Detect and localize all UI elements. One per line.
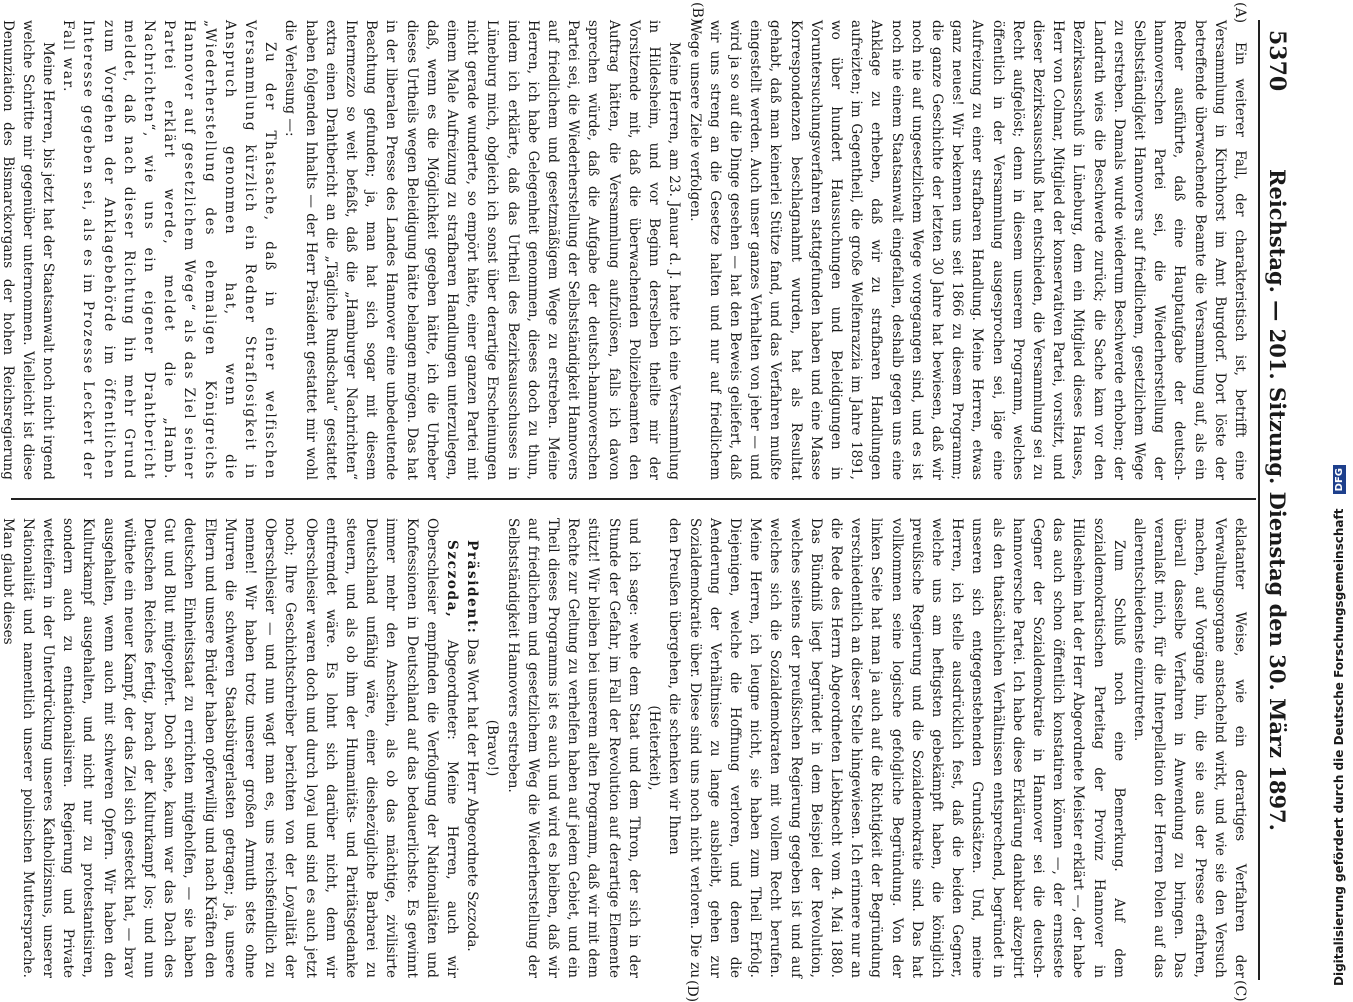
paragraph: Ein weiterer Fall, der charakteristisch ist, betrifft eine Versammlung in Kirchhorst im Amt Burgdorf. Dort löste der betreffende überwachende Beamte die Versammlung auf, als ein Redner ausführte, daß eine Hauptaufgabe der deutsch-hannoverschen Partei sei, die Wiederherstellung der Selbstständigkeit Hannovers auf friedlichem, gesetzlichem Wege zu erstreben. Damals wurde wiederum Beschwerde erhoben; der Landrath wies die Beschwerde zurück; die Sache kam vor den Bezirksausschuß in Lüneburg, dem ein Mitglied dieses Hauses, Herr von Colmar, Mitglied der konservativen Partei, vorsitzt, und dieser Bezirksausschuß hat entschieden, die Versammlung sei zu Recht aufgelöst; denn in diesem unserem Programm, welches öffentlich in der Versammlung ausgesprochen sei, läge eine Aufreizung zu einer strafbaren Handlung. Meine Herren, etwas ganz neues! Wir bekennen uns seit 1866 zu diesem Programm; die ganze Geschichte der letzten 30 Jahre hat bewiesen, daß wir noch nie auf ungesetzlichem Wege vorgegangen sind, und es ist noch nie einem Staatsanwalt eingefallen, deshalb gegen uns eine Anklage zu erheben, daß wir zu strafbaren Handlungen aufreizten; im Gegentheil, die große Welfenrazzia im Jahre 1891, wo über hundert Haussuchungen und Beleidigungen in Voruntersuchungsverfahren stattgefunden haben und eine Masse Korrespondenzen beschlagnahmt wurden, hat als Resultat gehabt, daß man keinerlei Stütze fand, und das Verfahren mußte eingestellt werden. Auch unser ganzes Verhalten von jeher — und wird ja so auf die Dinge gesehen — hat den Beweis geliefert, daß wir uns streng an die Gesetze halten und nur auf friedlichem Wege unsere Ziele verfolgen.: [686, 20, 1248, 480]
left-column: [0, 20, 1250, 480]
speaker-text: Abgeordneter: Meine Herren, auch wir Oberschlesier empfinden die Verfolgung der Nationalitäten und Konfessionen in Deutschland auf das bedauerlichste. Es gewinnt immer mehr den Anschein, als ob das mächtige, zivilisirte Deutschland unfähig wäre, einer dieshezügliche Barbarei zu steuern, und als ob ihm der Humanitäts- und Paritätsgedanke entfremdet wäre. Es lohnt sich darüber nicht, denn wir Oberschlesier waren doch und durch loyal und sind es auch jetzt noch; Ihre Geschichtschreiber berichten von der Loyalität der Oberschlesier — und nun wagt man es, uns reichsfeindlich zu nennen! Wir haben trotz unserer großen Armuth stets ohne Murren die schweren Staatsbürgerlasten getragen; ja, unsere Eltern und unsere Brüder haben opferwillig und nach Kräften den deutschen Einheitsstaat zu errichten mitgeholfen, — sie haben Gut und Blut mitgeopfert. Doch sehe, kaum war das Dach des Deutschen Reiches fertig, brach der Kulturkampf los; und nun wüthete ein neuer Kampf, der das Ziel sich gesteckt hat, — brav ausgehalten, wenn auch mit schweren Opfern. Wir haben den Kulturkampf ausgehalten, und nicht nur zu protestantisiren, sondern auch zu entnationalisiren. Regierung und Private wetteifern in der Unterdrückung unseres Katholizismus, unserer Nationalität und namentlich unserer polnischen Muttersprache. Man glaubt dieses: [0, 518, 461, 979]
paragraph: eklatanter Weise, wie ein derartiges Verfahren der Verwaltungsorgane anstachelnd wirkt, und wie sie den Versuch machen, auf Vorgänge hin, die sie aus der Presse erfahren, überall dasselbe Verfahren in Anwendung zu bringen. Das veranlaßt mich, für die Interpellation der Herren Polen auf das allerentschiedenste einzutreten.: [1130, 518, 1248, 978]
column-divider: [11, 498, 1256, 500]
paragraph: Zum Schluß noch eine Bemerkung. Auf dem sozialdemokratischen Parteitag der Provinz Hannover in Hildesheim hat der Herr Abgeordnete Meister erklärt —, der habe das auch schon öffentlich konstatiren können —, der ernsteste Gegner der Sozialdemokratie in Hannover sei die deutsch-hannoversche Partei. Ich habe diese Erklärung dankbar akzeptirt als den thatsächlichen Verhältnissen entsprechend, begründet in unseren sich entgegenstehenden Grundsätzen. Und, meine Herren, ich stelle ausdrücklich fest, daß die beiden Gegner, welche uns am heftigsten gebekämpft haben, die königlich preußische Regierung und die Sozialdemokratie sind. Das hat vollkommen seine logische gefolgliche Begründung. Von der linken Seite hat man ja auch auf die Richtigkeit der Begründung verschiedentlich an dieser Stelle hingewiesen. Ich erinnere nur an die Rede des Herrn Abgeordneten Liebknecht vom 4. Mai 1880. Das Bündniß liegt begründet in dem Beispiel der Revolution, welches seitens der preußischen Regierung gegeben ist und auf welches sich die Sozialdemokraten mit vollem Recht berufen. Meine Herren, ich leugne nicht, sie haben zum Theil Erfolg. Diejenigen, welche die Hoffnung verloren, und denen die Aenderung der Verhältnisse zu lange ausbleibt, gehen zur Sozialdemokratie über. Diese sind uns noch nicht verloren. Die zu den Preußen übergehen, die schenken wir Ihnen: [666, 518, 1127, 978]
page-title: Reichstag. — 201. Sitzung. Dienstag den 30. März 1897.: [1265, 169, 1290, 831]
margin-marker-b: (B): [689, 2, 705, 24]
running-header: [1262, 0, 1290, 1000]
interjection: (Heiterkeit),: [646, 705, 663, 791]
speaker-paragraph: [0, 518, 462, 978]
paragraph: Meine Herren, am 23. Januar d. J. hatte ich eine Versammlung in Hildesheim, und vor Beginn derselben theilte mir der Vorsitzende mit, daß die überwachenden Polizeibeamten den Auftrag hätten, die Versammlung aufzulösen, falls ich davon sprechen würde, daß die Aufgabe der deutsch-hannoverschen Partei sei, die Wiederherstellung der Selbstständigkeit Hannovers auf friedlichem und gesetzmäßigem Wege zu erstreben. Meine Herren, ich habe Gelegenheit genommen, dieses doch zu thun, indem ich erklärte, daß das Urtheil des Bezirksausschusses in Lüneburg mich, obgleich ich sonst über derartige Erscheinungen nicht gerade wunderte, so empört hätte, einer ganzen Partei mit einem Male Aufreizung zu strafbaren Handlungen unterzulegen, daß, wenn es die Möglichkeit gegeben hätte, ich die Urheber dieses Urtheils wegen Beleidigung hätte belangen mögen. Das hat in der liberalen Presse des Landes Hannover eine unbedeutende Beachtung gefunden; ja, man hat sich sogar mit diesem Intermezzo so weit befaßt, daß die „Hamburger Nachrichten“ extra einen Drahtbericht an die „Tägliche Rundschau“ gestattet haben folgenden Inhalts — der Herr Präsident gestattet mir wohl die Verlesung —:: [282, 20, 683, 480]
speaker-label: Präsident:: [464, 540, 481, 635]
header-rule: [1258, 20, 1260, 980]
paragraph: Meine Herren, bis jetzt hat der Staatsanwalt noch nicht irgend welche Schritte mir gegenüber unternommen. Vielleicht ist diese Denunziation des Bismarckorgans der hohen Reichsregierung: [0, 20, 57, 480]
margin-marker-c: (C): [1232, 980, 1248, 1002]
speaker-label: Szczoda,: [444, 540, 461, 619]
interjection: (Bravo!): [484, 719, 501, 777]
page-number: 5370: [1264, 30, 1290, 92]
speaker-paragraph: [462, 518, 482, 978]
sidebar-credit: Digitalisierung gefördert durch die Deutsche Forschungsgemeinschaft: [1332, 508, 1346, 986]
speaker-text: Das Wort hat der Herr Abgeordnete Szczoda.: [464, 638, 481, 952]
quotation: Zu der Thatsache, daß in einer welfischen Versammlung kürzlich ein Redner Straflosigkeit in Anspruch genommen hat, wenn die „Wiederherstellung des ehemaligen Königreichs Hannover auf gesetzlichem Wege“ als das Ziel seiner Partei erklärt werde, meldet die „Hamb. Nachrichten“, wie uns ein eigener Drahtbericht meldet, daß nach dieser Richtung hin mehr Grund zum Vorgehen der Anklagebehörde im öffentlichen Interesse gegeben sei, als es im Prozesse Leckert der Fall war.: [60, 20, 279, 480]
margin-marker-d: (D): [684, 980, 700, 1002]
sidebar-text-row: [1327, 0, 1351, 1000]
dfg-logo: DFG: [1333, 465, 1346, 494]
margin-marker-a: (A): [1232, 2, 1248, 24]
right-column: [0, 518, 1250, 979]
digitization-sidebar: [1327, 0, 1351, 1000]
paragraph: und ich sage: wehe dem Staat und dem Thron, der sich in der Stunde der Gefahr, im Fall der Revolution auf derartige Elemente stützt! Wir bleiben bei unserem alten Programm, daß wir mit dem Rechte zur Geltung zu verhelfen haben auf jedem Gebiet, und ein Theil dieses Programms ist es auch und wird es bleiben, daß wir auf friedlichem und gesetzlichem Weg die Wiederherstellung der Selbstständigkeit Hannovers erstreben.: [504, 518, 642, 978]
